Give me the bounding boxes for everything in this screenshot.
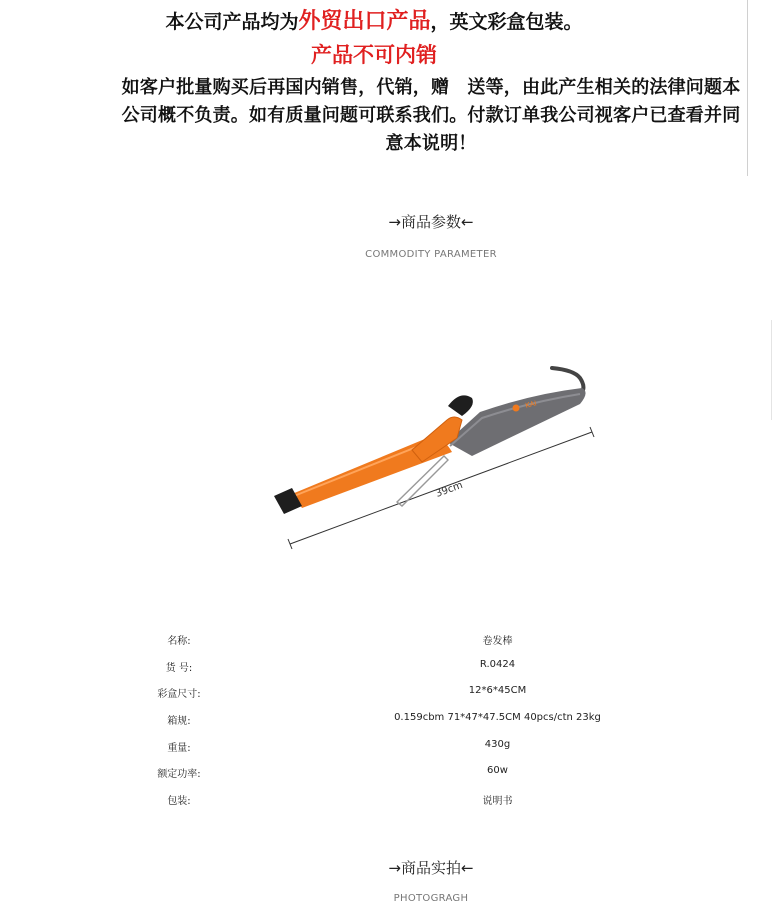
spec-label: 额定功率: <box>157 769 201 781</box>
spec-label: 箱规: <box>167 716 191 728</box>
spec-row <box>100 655 700 682</box>
spec-value: 60w <box>487 765 508 777</box>
notice-warning: 产品不可内销 <box>311 42 437 67</box>
divider-line <box>747 0 748 176</box>
notice-disclaimer: 如客户批量购买后再国内销售，代销，赠 送等，由此产生相关的法律问题本公司概不负责。如有质量问题可联系我们。付款订单我公司视客户已查看并同意本说明！ <box>121 77 741 154</box>
spec-row <box>100 761 700 788</box>
spec-row <box>100 681 700 708</box>
spec-label: 包装: <box>167 796 191 808</box>
clamp-lever <box>448 395 473 416</box>
params-section-subtitle: COMMODITY PARAMETER <box>365 249 497 260</box>
dimension-label: 39cm <box>434 479 465 500</box>
spec-row <box>100 628 700 655</box>
photo-section-subtitle: PHOTOGRAGH <box>393 893 469 904</box>
spec-value: 0.159cbm 71*47*47.5CM 40pcs/ctn 23kg <box>394 712 601 724</box>
notice-line-1-prefix: 本公司产品均为 <box>165 11 299 33</box>
notice-line-1-suffix: ，英文彩盒包装。 <box>430 11 583 33</box>
spec-row <box>100 788 700 815</box>
spec-label: 重量: <box>167 742 191 754</box>
barrel-highlight <box>294 440 434 496</box>
notice-line-1-highlight: 外贸出口产品 <box>298 8 431 34</box>
spec-label: 彩盒尺寸: <box>157 689 201 701</box>
curling-iron-image <box>262 360 602 560</box>
params-section-title: →商品参数← <box>388 213 474 231</box>
spec-table <box>100 628 700 815</box>
spec-value: 卷发棒 <box>482 636 513 647</box>
export-notice <box>0 0 748 176</box>
notice-line-1 <box>0 8 748 35</box>
spec-value: 12*6*45CM <box>468 685 527 697</box>
spec-value: 说明书 <box>482 796 513 808</box>
divider-line-right <box>771 320 772 420</box>
spec-row <box>100 708 700 735</box>
power-button <box>513 405 520 412</box>
spec-row <box>100 735 700 762</box>
spec-label: 货 号: <box>165 662 193 674</box>
spec-label: 名称: <box>167 636 191 647</box>
spec-value: 430g <box>484 738 511 750</box>
photo-section-title: →商品实拍← <box>388 859 474 877</box>
brand-logo: KAI <box>524 399 538 410</box>
spec-value: R.0424 <box>479 658 516 670</box>
